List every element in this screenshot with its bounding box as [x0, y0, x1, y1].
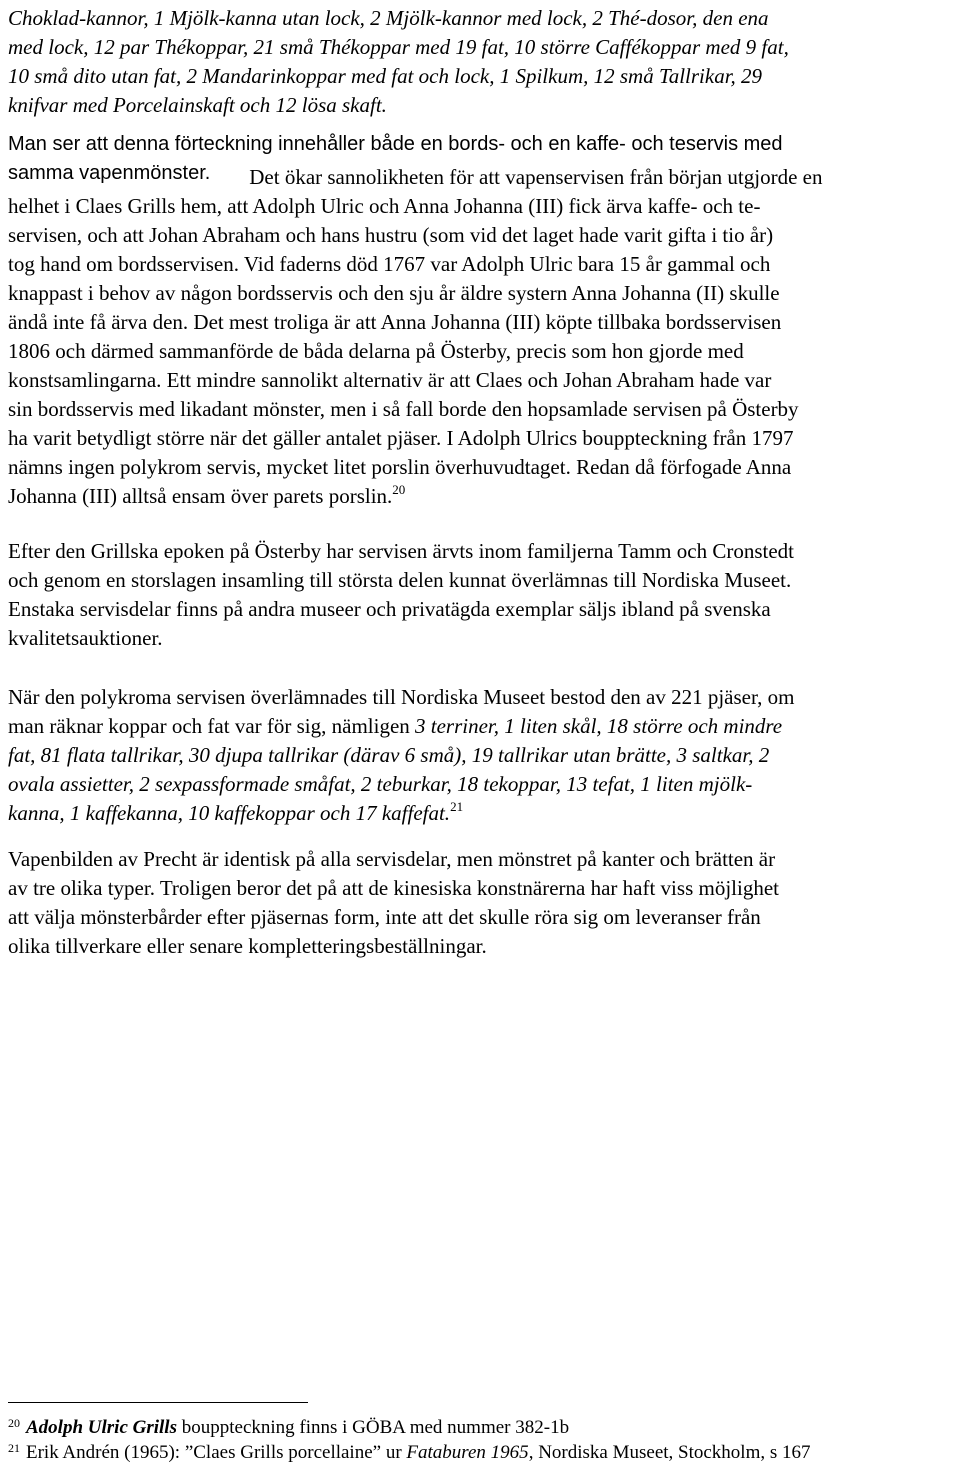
footnote-publication-title: Fataburen 1965: [406, 1442, 529, 1463]
footnote-number: 21: [8, 1441, 20, 1455]
footnote-text: , Nordiska Museet, Stockholm, s 167: [528, 1442, 811, 1463]
paragraph-later-history: Efter den Grillska epoken på Österby har servisen ärvts inom familjerna Tamm och Cronstedt och genom en storslagen insamling till största delen kunnat överlämnas till Nordiska Museet. Enstaka servisdelar finns på andra museer och privatägda exemplar säljs ibland på svenska kvalitetsauktioner.: [8, 539, 795, 650]
footnote-number: 20: [8, 1416, 20, 1430]
paragraph-inventory-list: Choklad-kannor, 1 Mjölk-kanna utan lock, 2 Mjölk-kannor med lock, 2 Thé-dosor, den ena med lock, 12 par Thékoppar, 21 små Thékoppar med 19 fat, 10 större Caffékoppar med 9 fat, 10 små dito utan fat, 2 Mandarinkoppar med fat och lock, 1 Spilkum, 12 små Tallrikar, 29 knifvar med Porcelainskaft och 12 lösa skaft.: [8, 6, 789, 117]
paragraph-museum-inventory: [8, 683, 960, 828]
paragraph-inheritance-argument: [8, 163, 960, 511]
paragraph-pattern-types: Vapenbilden av Precht är identisk på alla servisdelar, men mönstret på kanter och brätten är av tre olika typer. Troligen beror det på att de kinesiska konstnärerna har haft viss möjlighet att välja mönsterbårder efter pjäsernas form, inte att det skulle röra sig om leveranser från olika tillverkare eller senare kompletteringsbeställningar.: [8, 847, 779, 958]
footnote-separator: [8, 1402, 308, 1403]
footnote-text: bouppteckning finns i GÖBA med nummer 382-1b: [176, 1417, 570, 1438]
footnote-ref-20: 20: [392, 482, 406, 497]
paragraph-servis-lead: Man ser att denna förteckning innehåller både en bords- och en kaffe- och teservis med samma vapenmönster.: [8, 133, 783, 184]
footnote-21: [8, 1441, 960, 1465]
paragraph-inheritance-text: Det ökar sannolikheten för att vapenservisen från början utgjorde en helhet i Claes Grills hem, att Adolph Ulric och Anna Johanna (III) fick ärva kaffe- och te- servisen, och att Johan Abraham och hans hustru (som vid det laget hade varit gifta i tio år) tog hand om bordsservisen. Vid faderns död 1767 var Adolph Ulric bara 15 år gammal och knappast i behov av någon bordsservis och den sju år äldre systern Anna Johanna (II) skulle ändå inte få ärva den. Det mest troliga är att Anna Johanna (III) köpte tillbaka bordsservisen 1806 och därmed sammanförde de båda delarna på Österby, precis som hon gjorde med konstsamlingarna. Ett mindre sannolikt alternativ är att Claes och Johan Abraham hade var sin bordsservis med likadant mönster, men i så fall borde den hopsamlade servisen på Österby ha varit betydligt större när det gäller antalet pjäser. I Adolph Ulrics bouppteckning från 1797 nämns ingen polykrom servis, mycket litet porslin överhuvudtaget. Redan då förfogade Anna Johanna (III) alltså ensam över parets porslin.: [8, 165, 823, 508]
footnote-20: [8, 1416, 960, 1440]
paragraph-museum-list: 3 terriner, 1 liten skål, 18 större och mindre fat, 81 flata tallrikar, 30 djupa tallrikar (därav 6 små), 19 tallrikar utan brätte, 3 saltkar, 2 ovala assietter, 2 sexpassformade småfat, 2 teburkar, 18 tekoppar, 13 tefat, 1 liten mjölk- kanna, 1 kaffekanna, 10 kaffekoppar och 17 kaffefat.: [8, 714, 783, 825]
paragraph-museum-lead: När den polykroma servisen överlämnades till Nordiska Museet bestod den av 221 pjäser, om man räknar koppar och fat var för sig, nämligen: [8, 685, 795, 738]
footnote-ref-21: 21: [450, 799, 464, 814]
footnote-person-name: Adolph Ulric Grills: [26, 1417, 177, 1438]
footnote-text-pre: Erik Andrén (1965): ”Claes Grills porcellaine” ur: [26, 1442, 407, 1463]
